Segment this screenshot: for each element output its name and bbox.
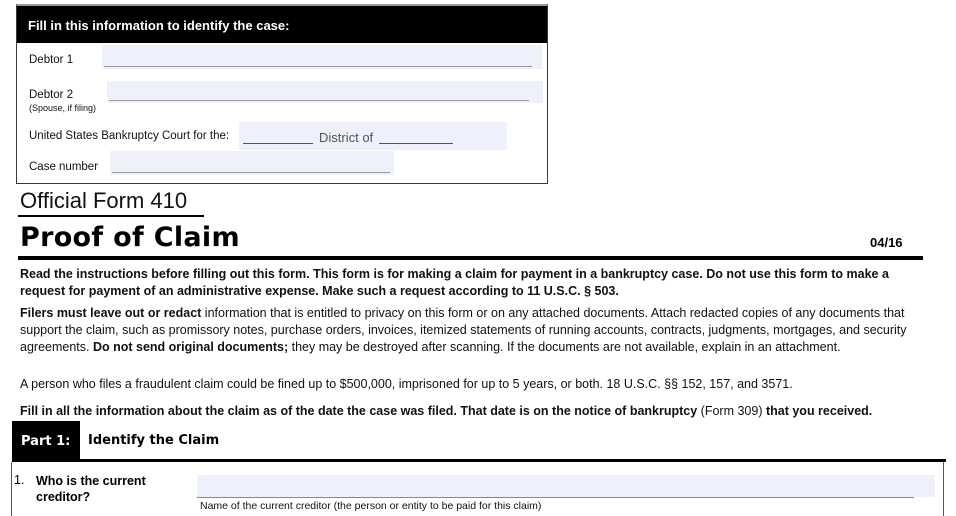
part1-rule	[12, 459, 946, 462]
instructions-paragraph-1	[20, 266, 935, 300]
question1-text: Who is the current creditor?	[36, 474, 146, 504]
court-district-field[interactable]	[239, 122, 507, 150]
debtor2-label: Debtor 2	[29, 89, 74, 101]
instructions-paragraph-3	[20, 376, 935, 393]
part1-right-border	[943, 462, 944, 516]
instructions-p1-text: Read the instructions before filling out this form. This form is for making a claim for payment in a bankruptcy case. Do not use this form to make a request for payment of an administrative expense. Make such a request according to 11 U.S.C. § 503.	[20, 267, 889, 298]
part1-badge: Part 1:	[12, 421, 80, 461]
instructions-paragraph-2	[20, 305, 935, 356]
form-number-rule	[18, 215, 204, 217]
debtor1-underline	[104, 45, 532, 67]
district-of-label: District of	[319, 130, 374, 145]
current-creditor-underline	[197, 497, 914, 498]
debtor2-underline	[109, 81, 529, 101]
district-suffix-line[interactable]	[379, 122, 453, 144]
instructions-p4-text: (Form 309)	[697, 404, 766, 418]
title-rule	[18, 256, 923, 260]
debtor2-sublabel: (Spouse, if filing)	[29, 103, 97, 113]
case-number-underline	[112, 151, 390, 173]
case-number-field[interactable]	[110, 151, 394, 175]
question1-number: 1.	[14, 473, 25, 487]
case-number-label: Case number	[29, 161, 99, 173]
instructions-paragraph-4	[20, 403, 950, 420]
instructions-p4-bold1: Fill in all the information about the claim as of the date the case was filed. That date is on the notice of bankruptcy	[20, 404, 698, 418]
form-number: Official Form 410	[20, 188, 188, 213]
form-title: Proof of Claim	[20, 222, 240, 253]
instructions-p2-bold2: Do not send original documents;	[92, 340, 289, 354]
form-date: 04/16	[870, 235, 903, 250]
debtor2-field[interactable]	[107, 81, 543, 103]
case-info-box	[16, 4, 548, 184]
instructions-p2-text2: they may be destroyed after scanning. If the documents are not available, explain in an attachment.	[288, 340, 841, 354]
current-creditor-caption: Name of the current creditor (the person or entity to be paid for this claim)	[200, 500, 542, 512]
case-info-header: Fill in this information to identify the case:	[17, 6, 547, 43]
debtor1-label: Debtor 1	[29, 54, 74, 66]
debtor1-field[interactable]	[102, 45, 542, 69]
district-prefix-line[interactable]	[243, 122, 313, 144]
fraud-warning-text: A person who files a fraudulent claim could be fined up to $500,000, imprisoned for up to 5 years, or both. 18 U.S.C. §§ 152, 157, and 3571.	[20, 377, 793, 391]
current-creditor-field[interactable]	[197, 475, 935, 497]
part1-title: Identify the Claim	[88, 433, 220, 448]
instructions-p2-bold1: Filers must leave out or redact	[20, 306, 202, 320]
part1-left-border	[11, 462, 12, 516]
instructions-p2-text1: information that is entitled to privacy on this form or on any attached documents. Attach redacted copies of any documents that support the claim, such as promissory notes, purchase orders, invoices, itemized statements of running accounts, contracts, judgments, mortgages, and security agreements.	[20, 306, 907, 354]
court-label: United States Bankruptcy Court for the:	[29, 130, 230, 142]
instructions-p4-bold2: that you received.	[765, 404, 873, 418]
